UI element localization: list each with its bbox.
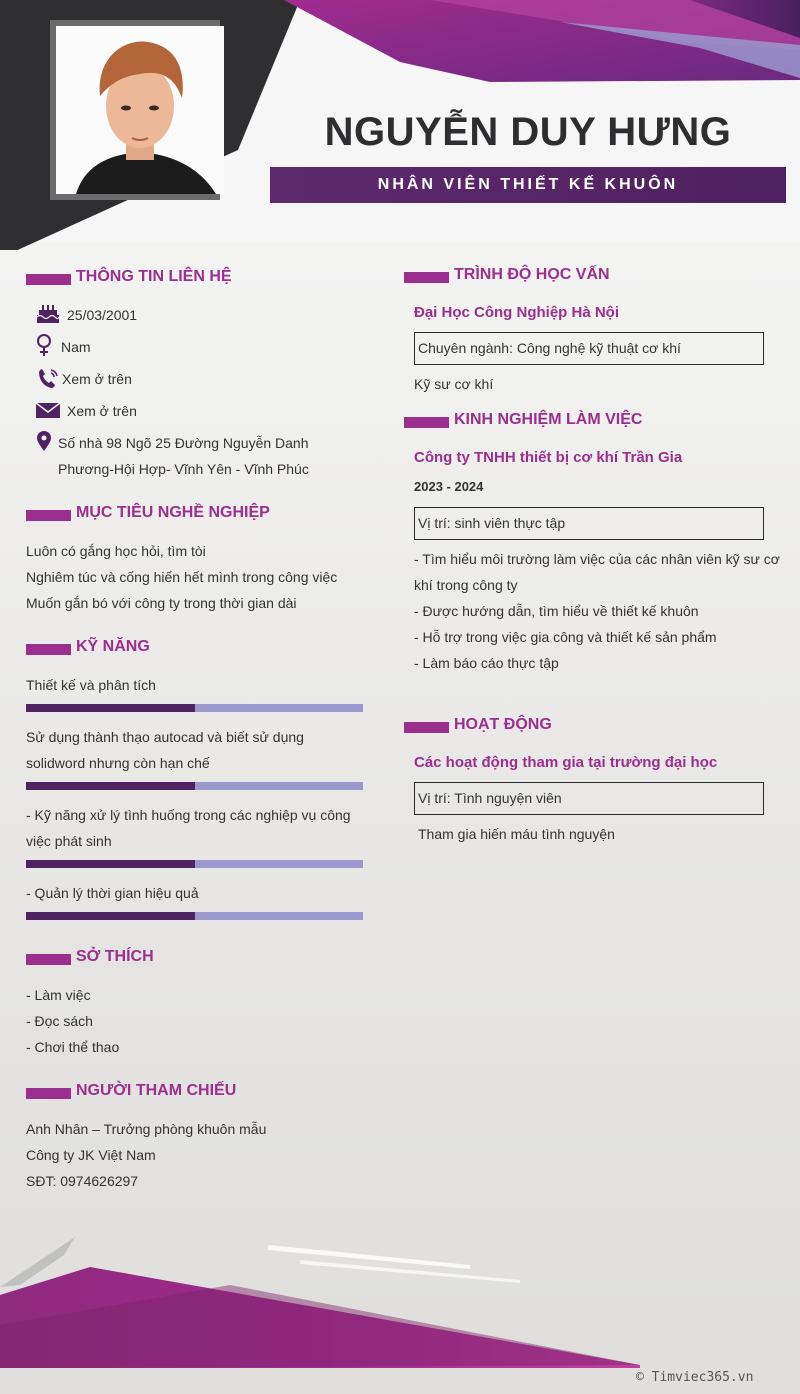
reference-line: Công ty JK Việt Nam: [26, 1147, 156, 1163]
section-heading: KINH NGHIỆM LÀM VIỆC: [454, 411, 643, 428]
skill-level-bar: [26, 704, 363, 712]
email-value: Xem ở trên: [67, 403, 137, 419]
address-line-2: Phương-Hội Hợp- Vĩnh Yên - Vĩnh Phúc: [58, 461, 309, 477]
section-activities: [404, 716, 784, 736]
experience-line: - Hỗ trợ trong việc gia công và thiết kế sản phẩm: [414, 629, 717, 645]
section-heading: MỤC TIÊU NGHỀ NGHIỆP: [76, 504, 270, 521]
section-contact: [26, 268, 326, 288]
section-experience: [404, 411, 784, 431]
reference-line: Anh Nhân – Trưởng phòng khuôn mẫu: [26, 1121, 267, 1137]
section-bar: [26, 510, 71, 521]
section-heading: TRÌNH ĐỘ HỌC VẤN: [454, 266, 610, 283]
portrait-illustration: [56, 26, 224, 194]
watermark: © Timviec365.vn: [636, 1370, 754, 1385]
activity-title: Các hoạt động tham gia tại trường đại học: [414, 754, 718, 771]
skill-label: - Quản lý thời gian hiệu quả: [26, 885, 199, 901]
section-references: [26, 1082, 326, 1102]
degree-value: Kỹ sư cơ khí: [414, 376, 494, 392]
reference-line: SĐT: 0974626297: [26, 1173, 139, 1189]
gender-female-icon: [34, 334, 60, 356]
skill-label: Sử dụng thành thạo autocad và biết sử dụng: [26, 729, 304, 745]
skill-label: solidword nhưng còn hạn chế: [26, 755, 210, 771]
avatar: [56, 26, 224, 194]
skill-level-fill: [26, 860, 195, 868]
job-title-banner: NHÂN VIÊN THIẾT KẾ KHUÔN: [270, 167, 786, 203]
skill-level-bar: [26, 782, 363, 790]
skill-level-fill: [26, 782, 195, 790]
section-objective: [26, 504, 326, 524]
skill-label: Thiết kế và phân tích: [26, 677, 156, 693]
address-line-1: Số nhà 98 Ngõ 25 Đường Nguyễn Danh: [58, 435, 309, 451]
activity-description: Tham gia hiến máu tình nguyện: [418, 826, 615, 842]
skill-level-fill: [26, 912, 195, 920]
major-box: Chuyên ngành: Công nghệ kỹ thuật cơ khí: [414, 332, 764, 365]
experience-line: - Tìm hiểu môi trường làm việc của các nhân viên kỹ sư cơ: [414, 551, 780, 567]
phone-icon: [36, 367, 62, 389]
objective-line: Luôn có gắng học hỏi, tìm tòi: [26, 543, 206, 559]
experience-line: khí trong công ty: [414, 577, 518, 593]
birthday-cake-icon: [36, 303, 62, 325]
section-heading: THÔNG TIN LIÊN HỆ: [76, 268, 232, 285]
hobby-item: - Đọc sách: [26, 1013, 93, 1029]
activity-position-box: Vị trí: Tình nguyện viên: [414, 782, 764, 815]
company-name: Công ty TNHH thiết bị cơ khí Trần Gia: [414, 449, 683, 466]
birthday-value: 25/03/2001: [67, 307, 138, 323]
objective-line: Muốn gắn bó với công ty trong thời gian dài: [26, 595, 297, 611]
email-envelope-icon: [35, 400, 61, 422]
section-bar: [404, 417, 449, 428]
section-heading: SỞ THÍCH: [76, 948, 154, 965]
position-box: Vị trí: sinh viên thực tập: [414, 507, 764, 540]
location-pin-icon: [34, 430, 60, 452]
section-bar: [26, 274, 71, 285]
section-bar: [404, 272, 449, 283]
section-heading: KỸ NĂNG: [76, 638, 150, 655]
skill-level-bar: [26, 860, 363, 868]
section-skills: [26, 638, 326, 658]
section-bar: [26, 644, 71, 655]
section-heading: HOẠT ĐỘNG: [454, 716, 552, 733]
section-bar: [404, 722, 449, 733]
footer-decoration: [0, 1225, 800, 1394]
section-bar: [26, 1088, 71, 1099]
hobby-item: - Làm việc: [26, 987, 91, 1003]
section-education: [404, 266, 784, 286]
section-heading: NGƯỜI THAM CHIẾU: [76, 1082, 237, 1099]
skill-level-fill: [26, 704, 195, 712]
hobby-item: - Chơi thể thao: [26, 1039, 120, 1055]
phone-value: Xem ở trên: [62, 371, 132, 387]
section-hobbies: [26, 948, 326, 968]
experience-line: - Được hướng dẫn, tìm hiểu về thiết kế khuôn: [414, 603, 699, 619]
skill-label: việc phát sinh: [26, 833, 112, 849]
gender-value: Nam: [61, 339, 91, 355]
objective-line: Nghiêm túc và cống hiến hết mình trong công việc: [26, 569, 338, 585]
experience-line: - Làm báo cáo thực tập: [414, 655, 559, 671]
skill-level-bar: [26, 912, 363, 920]
candidate-name: NGUYỄN DUY HƯNG: [324, 110, 732, 154]
school-name: Đại Học Công Nghiệp Hà Nội: [414, 304, 620, 321]
work-period: 2023 - 2024: [414, 479, 484, 494]
skill-label: - Kỹ năng xử lý tình huống trong các nghiệp vụ công: [26, 807, 351, 823]
section-bar: [26, 954, 71, 965]
